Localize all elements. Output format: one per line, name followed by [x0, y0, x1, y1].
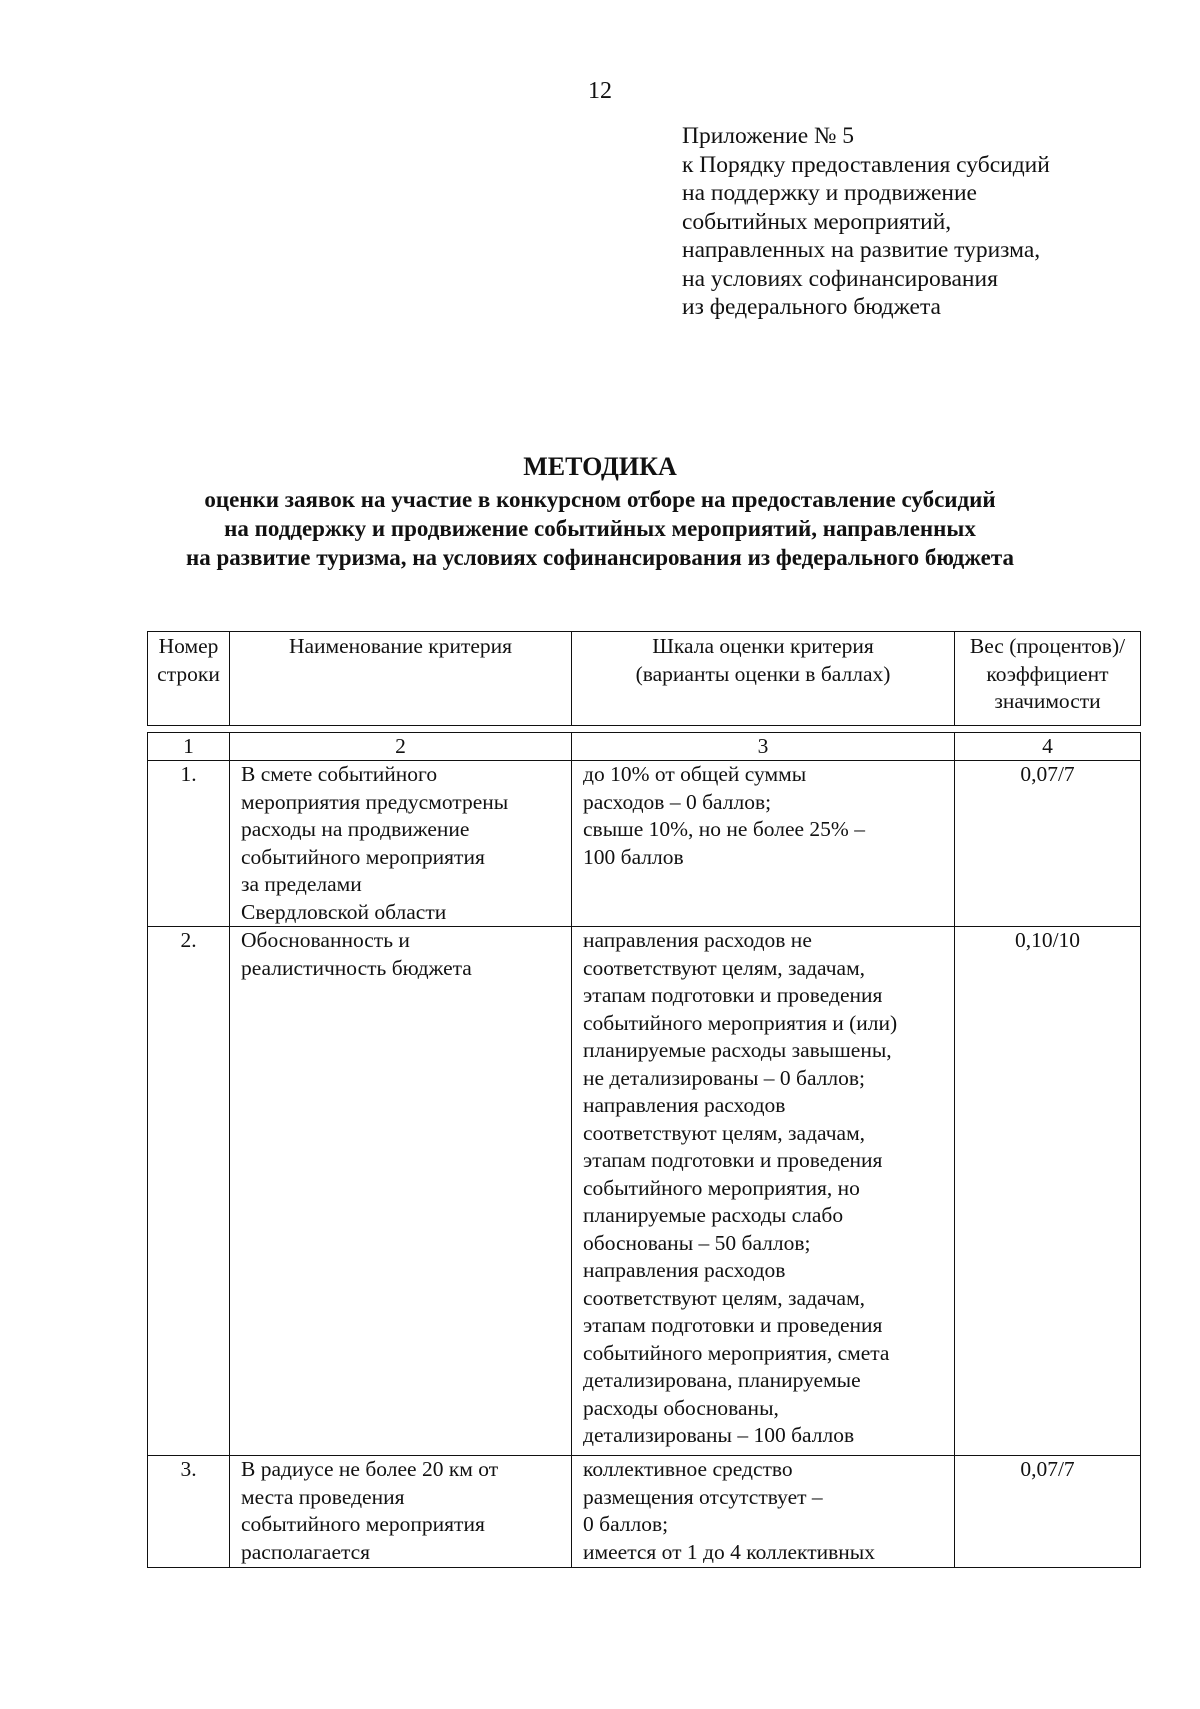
appendix-line: Приложение № 5	[682, 123, 855, 149]
criterion-scale	[572, 761, 955, 927]
scale-line: детализированы – 100 баллов	[583, 1423, 855, 1447]
title-subtitle	[0, 485, 1200, 572]
scale-line: коллективное средство	[583, 1457, 793, 1481]
criterion-name	[230, 1456, 572, 1568]
row-number: 3.	[148, 1456, 230, 1568]
criterion-line: расходы на продвижение	[241, 817, 470, 841]
appendix-line: на условиях софинансирования	[682, 265, 998, 292]
criterion-scale	[572, 1456, 955, 1568]
header-text: (варианты оценки в баллах)	[635, 661, 891, 686]
appendix-note	[682, 122, 1050, 322]
criterion-line: реалистичность бюджета	[241, 955, 472, 980]
header-text: коэффициент	[986, 661, 1109, 686]
scale-line: имеется от 1 до 4 коллективных	[583, 1539, 875, 1564]
table-row	[148, 927, 1141, 1456]
scale-line: 0 баллов;	[583, 1512, 669, 1536]
row-number: 2.	[148, 927, 230, 1456]
document-title	[0, 449, 1200, 572]
title-main: МЕТОДИКА	[523, 452, 677, 481]
scale-line: направления расходов	[583, 1093, 786, 1117]
appendix-line: на поддержку и продвижение	[682, 180, 977, 206]
header-text: Наименование критерия	[288, 634, 513, 658]
scale-line: 100 баллов	[583, 844, 684, 869]
page-number: 12	[588, 78, 612, 104]
scale-line: до 10% от общей суммы	[583, 762, 807, 786]
scale-line: соответствуют целям, задачам,	[583, 955, 866, 980]
column-number-row	[148, 733, 1141, 761]
appendix-line: из федерального бюджета	[682, 294, 941, 320]
header-cell-criterion	[230, 632, 572, 726]
scale-line: не детализированы – 0 баллов;	[583, 1065, 866, 1090]
scale-line: свыше 10%, но не более 25% –	[583, 817, 865, 841]
criterion-weight: 0,10/10	[955, 927, 1141, 1456]
scale-line: событийного мероприятия, но	[583, 1175, 860, 1200]
scale-line: соответствуют целям, задачам,	[583, 1120, 866, 1145]
scale-line: расходов – 0 баллов;	[583, 789, 772, 814]
scale-line: размещения отсутствует –	[583, 1484, 823, 1509]
scale-line: событийного мероприятия и (или)	[583, 1010, 898, 1035]
criterion-weight: 0,07/7	[955, 761, 1141, 927]
criterion-line: располагается	[241, 1539, 371, 1564]
criterion-line: событийного мероприятия	[241, 844, 485, 869]
scale-line: направления расходов	[583, 1258, 786, 1282]
appendix-line: направленных на развитие туризма,	[682, 237, 1041, 263]
row-number: 1.	[148, 761, 230, 927]
criterion-name	[230, 761, 572, 927]
scale-line: этапам подготовки и проведения	[583, 983, 883, 1007]
header-text: Вес (процентов)/	[969, 634, 1126, 658]
criterion-line: Обоснованность и	[241, 928, 410, 952]
scale-line: планируемые расходы слабо	[583, 1203, 844, 1227]
title-sub-line: оценки заявок на участие в конкурсном отборе на предоставление субсидий	[204, 487, 996, 512]
column-number: 2	[230, 733, 572, 761]
header-cell-number	[148, 632, 230, 726]
appendix-line: к Порядку предоставления субсидий	[682, 151, 1050, 178]
header-cell-scale	[572, 632, 955, 726]
scale-line: направления расходов не	[583, 928, 812, 952]
header-text: строки	[157, 661, 220, 686]
criteria-table-body	[147, 732, 1141, 1568]
header-text: значимости	[994, 689, 1101, 713]
column-number: 4	[955, 733, 1141, 761]
criterion-scale	[572, 927, 955, 1456]
scale-line: этапам подготовки и проведения	[583, 1148, 883, 1172]
criterion-weight: 0,07/7	[955, 1456, 1141, 1568]
criterion-line: Свердловской области	[241, 899, 447, 924]
scale-line: этапам подготовки и проведения	[583, 1313, 883, 1337]
criterion-line: В радиусе не более 20 км от	[241, 1457, 499, 1481]
scale-line: расходы обоснованы,	[583, 1395, 779, 1420]
criterion-line: мероприятия предусмотрены	[241, 789, 509, 814]
column-number: 3	[572, 733, 955, 761]
criterion-line: места проведения	[241, 1484, 405, 1509]
title-sub-line: на развитие туризма, на условиях софинансирования из федерального бюджета	[186, 545, 1014, 570]
scale-line: детализирована, планируемые	[583, 1368, 861, 1392]
header-text: Шкала оценки критерия	[652, 634, 874, 658]
header-text: Номер	[158, 634, 219, 658]
header-row	[148, 632, 1141, 726]
header-cell-weight	[955, 632, 1141, 726]
title-sub-line: на поддержку и продвижение событийных мероприятий, направленных	[224, 516, 976, 541]
criterion-line: событийного мероприятия	[241, 1512, 485, 1536]
scale-line: планируемые расходы завышены,	[583, 1038, 892, 1062]
table-row	[148, 761, 1141, 927]
scale-line: событийного мероприятия, смета	[583, 1340, 890, 1365]
criterion-name	[230, 927, 572, 1456]
scale-line: обоснованы – 50 баллов;	[583, 1230, 811, 1255]
table-row	[148, 1456, 1141, 1568]
criterion-line: В смете событийного	[241, 762, 438, 786]
column-number: 1	[148, 733, 230, 761]
criteria-table-header	[147, 631, 1141, 726]
appendix-line: событийных мероприятий,	[682, 208, 952, 235]
criterion-line: за пределами	[241, 872, 362, 896]
scale-line: соответствуют целям, задачам,	[583, 1285, 866, 1310]
